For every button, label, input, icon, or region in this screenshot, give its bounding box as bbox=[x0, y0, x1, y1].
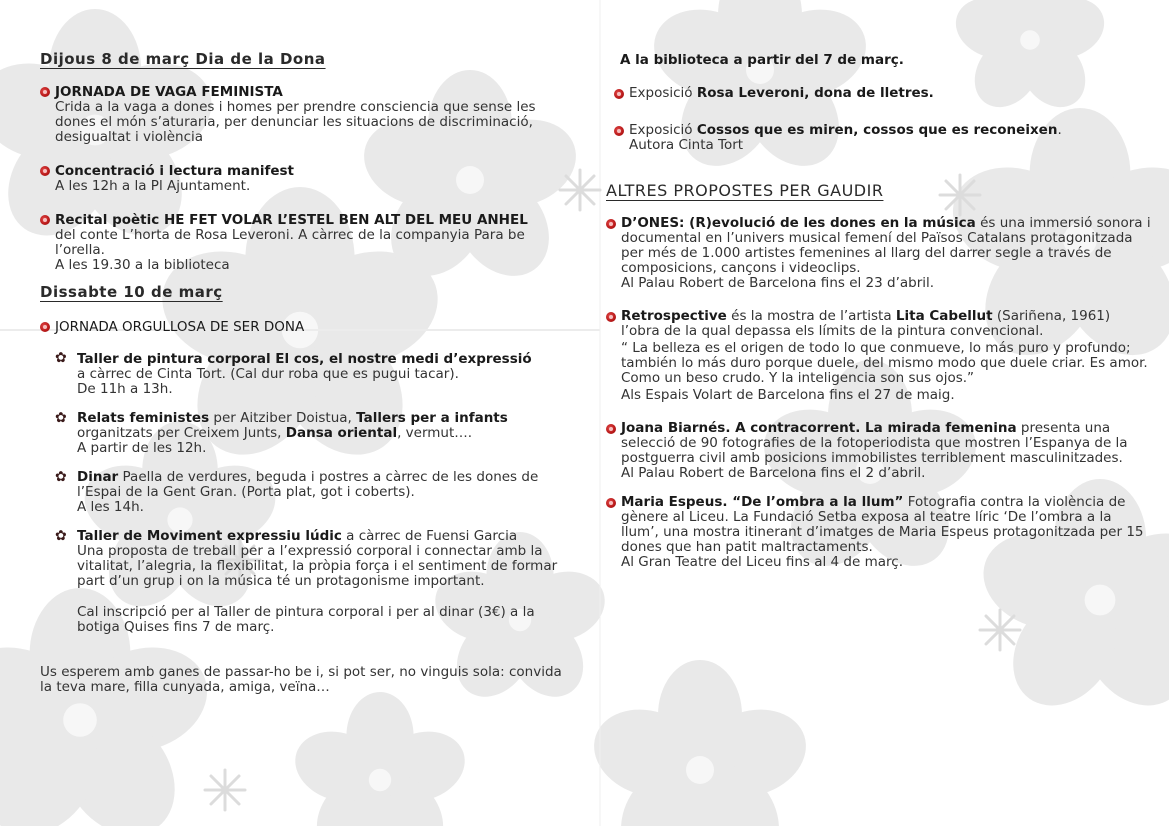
expo-leveroni-label: Exposició bbox=[629, 85, 697, 101]
red-bullet-icon bbox=[606, 424, 616, 434]
proposal-dones-title: D’ONES: (R)evolució de les dones en la música bbox=[621, 215, 976, 231]
activity-dinar-title: Dinar bbox=[77, 469, 119, 485]
library-heading: A la biblioteca a partir del 7 de març. bbox=[620, 52, 904, 68]
proposal-retrospective-text2: (Sariñena, 1961) l’obra de la qual depassa els límits de la pintura convencional. bbox=[621, 308, 1111, 339]
red-bullet-icon bbox=[606, 219, 616, 229]
activity-pintura-desc: a càrrec de Cinta Tort. (Cal dur roba que es pugui tacar). bbox=[77, 366, 459, 382]
activity-dinar-text: Paella de verdures, beguda i postres a càrrec de les dones de l’Espai de la Gent Gran. (Porta plat, got i coberts). bbox=[77, 469, 539, 500]
expo-cossos-author: Autora Cinta Tort bbox=[629, 137, 744, 153]
red-bullet-icon bbox=[40, 215, 50, 225]
activity-relats-text3: , vermut…. bbox=[397, 425, 473, 441]
event-recital-desc: del conte L’horta de Rosa Leveroni. A càrrec de la companyia Para be l’orella. bbox=[55, 227, 525, 258]
event-concentracio-title: Concentració i lectura manifest bbox=[55, 163, 294, 179]
activity-relats-time: A partir de les 12h. bbox=[77, 440, 207, 456]
activity-moviment bbox=[55, 529, 570, 635]
event-recital-time: A les 19.30 a la biblioteca bbox=[55, 257, 230, 273]
proposal-espeus-title: Maria Espeus. “De l’ombra a la llum” bbox=[621, 494, 904, 510]
proposal-dones-place: Al Palau Robert de Barcelona fins el 23 d’abril. bbox=[621, 275, 935, 291]
flower-bullet-icon: ✿ bbox=[55, 350, 67, 366]
proposal-espeus bbox=[606, 495, 1151, 570]
flower-11 bbox=[583, 660, 818, 826]
expo-cossos-dot: . bbox=[1057, 122, 1062, 138]
flower-13 bbox=[286, 692, 474, 826]
proposal-espeus-place: Al Gran Teatre del Liceu fins al 4 de març. bbox=[621, 554, 903, 570]
event-orgullosa bbox=[40, 319, 570, 335]
event-vaga-desc: Crida a la vaga a dones i homes per prendre consciencia que sense les dones el món s’aturaria, per denunciar les situacions de discriminació, desigualtat i violència bbox=[55, 99, 536, 145]
left-column bbox=[40, 50, 570, 695]
event-concentracio bbox=[40, 163, 570, 194]
proposal-retrospective-title: Retrospective bbox=[621, 308, 727, 324]
activity-moviment-text: a càrrec de Fuensi Garcia bbox=[341, 528, 518, 544]
event-concentracio-desc: A les 12h a la Pl Ajuntament. bbox=[55, 178, 251, 194]
event-vaga bbox=[40, 84, 570, 145]
proposal-retrospective-quote: “ La belleza es el origen de todo lo que conmueve, lo más puro y profundo; también lo más duro porque duele, del mismo modo que duele criar. Es amor. Como un beso crudo. Y la inteligencia son sus ojos.” bbox=[621, 340, 1148, 386]
event-vaga-title: JORNADA DE VAGA FEMINISTA bbox=[55, 84, 283, 100]
red-bullet-icon bbox=[614, 89, 624, 99]
red-bullet-icon bbox=[614, 126, 624, 136]
heading-dijous: Dijous 8 de març Dia de la Dona bbox=[40, 50, 326, 68]
activity-relats-text1: per Aitziber Doistua, bbox=[209, 410, 357, 426]
proposal-retrospective-artist: Lita Cabellut bbox=[895, 308, 993, 324]
activity-tallers-title: Tallers per a infants bbox=[356, 410, 508, 426]
activity-dansa-title: Dansa oriental bbox=[285, 425, 398, 441]
red-bullet-icon bbox=[40, 87, 50, 97]
proposal-dones bbox=[606, 216, 1151, 291]
proposal-biarnes bbox=[606, 421, 1151, 481]
proposal-biarnes-place: Al Palau Robert de Barcelona fins el 2 d’abril. bbox=[621, 465, 926, 481]
activity-relats bbox=[55, 411, 570, 456]
heading-dissabte: Dissabte 10 de març bbox=[40, 283, 223, 301]
closing-message: Us esperem amb ganes de passar-ho be i, si pot ser, no vinguis sola: convida la teva mare, filla cunyada, amiga, veïna… bbox=[40, 664, 562, 695]
expo-leveroni-title: Rosa Leveroni, dona de lletres. bbox=[696, 85, 934, 101]
activity-pintura-time: De 11h a 13h. bbox=[77, 381, 173, 397]
red-bullet-icon bbox=[606, 312, 616, 322]
event-orgullosa-title: JORNADA ORGULLOSA DE SER DONA bbox=[55, 319, 305, 335]
flower-bullet-icon: ✿ bbox=[55, 469, 67, 485]
activity-pintura bbox=[55, 351, 570, 397]
red-bullet-icon bbox=[606, 498, 616, 508]
activity-moviment-desc: Una proposta de treball per a l’expressió corporal i connectar amb la vitalitat, l’alegria, la flexibilitat, la pròpia força i el sentiment de formar part d’un grup i on la música té un protagonisme important. bbox=[77, 543, 558, 589]
expo-cossos-title: Cossos que es miren, cossos que es reconeixen bbox=[696, 122, 1058, 138]
heading-altres-propostes: ALTRES PROPOSTES PER GAUDIR bbox=[606, 181, 884, 200]
red-bullet-icon bbox=[40, 322, 50, 332]
flower-bullet-icon: ✿ bbox=[55, 528, 67, 544]
proposal-biarnes-title: Joana Biarnés. A contracorrent. La mirada femenina bbox=[621, 420, 1017, 436]
activity-dinar bbox=[55, 470, 570, 515]
proposal-retrospective bbox=[606, 309, 1151, 403]
proposal-biarnes-text: presenta una selecció de 90 fotografies de la fotoperiodista que mostren l’Espanya de la postguerra civil amb posicions immobilistes terriblement masculinitzades. bbox=[621, 420, 1128, 466]
event-recital-title: Recital poètic HE FET VOLAR L’ESTEL BEN ALT DEL MEU ANHEL bbox=[55, 212, 528, 228]
expo-leveroni bbox=[614, 86, 1151, 101]
right-column bbox=[606, 52, 1151, 570]
activity-moviment-title: Taller de Moviment expressiu lúdic bbox=[77, 528, 342, 544]
proposal-dones-text: és una immersió sonora i documental en l’univers musical femení del Països Catalans protagonitzada per més de 1.000 artistes femenines al llarg del darrer segle a través de composicions, cançons i videoclips. bbox=[621, 215, 1151, 276]
activity-pintura-title: Taller de pintura corporal El cos, el nostre medi d’expressió bbox=[77, 351, 532, 367]
flower-bullet-icon: ✿ bbox=[55, 410, 67, 426]
red-bullet-icon bbox=[40, 166, 50, 176]
expo-cossos bbox=[614, 123, 1151, 153]
activity-relats-text2: organitzats per Creixem Junts, bbox=[77, 425, 286, 441]
inscription-note: Cal inscripció per al Taller de pintura corporal i per al dinar (3€) a la botiga Quises fins 7 de març. bbox=[77, 604, 535, 635]
expo-cossos-label: Exposició bbox=[629, 122, 697, 138]
activity-relats-title: Relats feministes bbox=[77, 410, 210, 426]
proposal-retrospective-place: Als Espais Volart de Barcelona fins el 27 de maig. bbox=[621, 387, 955, 403]
proposal-espeus-text: Fotografia contra la violència de gènere al Liceu. La Fundació Setba exposa al teatre líric ‘De l’ombra a la llum’, una mostra itinerant d’imatges de Maria Espeus protagonitzada per 15 dones que han patit maltractaments. bbox=[621, 494, 1144, 555]
activity-dinar-time: A les 14h. bbox=[77, 499, 144, 515]
event-recital bbox=[40, 212, 570, 273]
proposal-retrospective-text1: és la mostra de l’artista bbox=[726, 308, 896, 324]
